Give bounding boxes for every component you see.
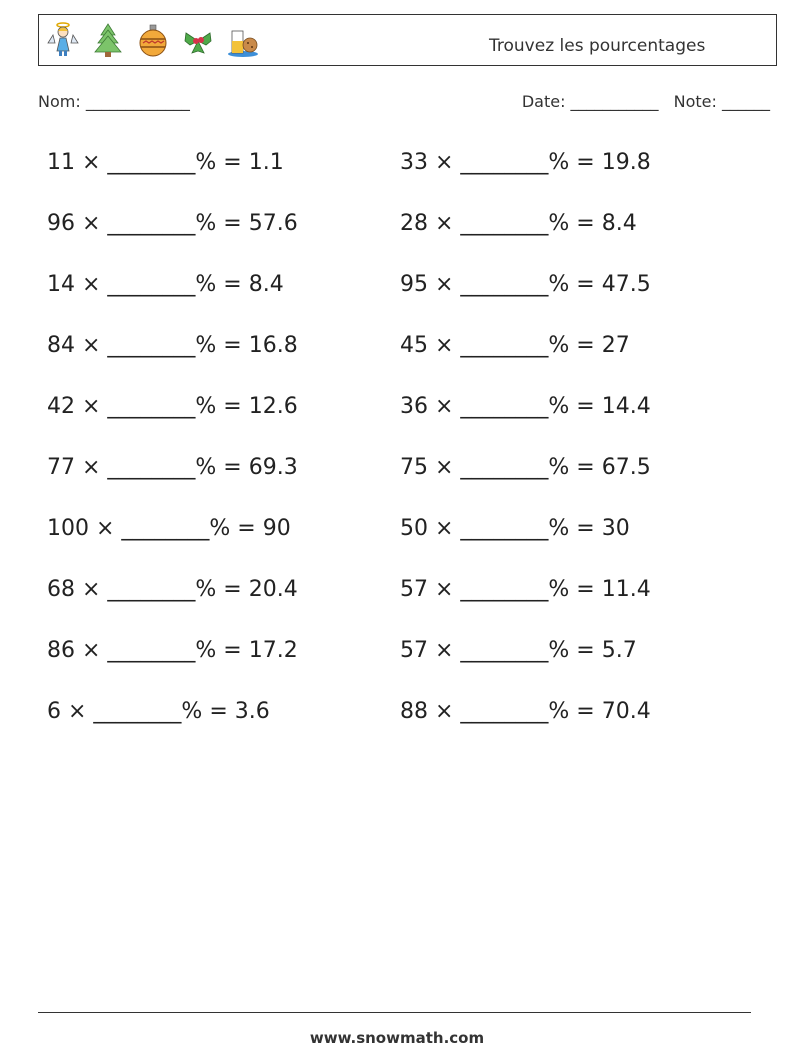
footer-divider [38, 1012, 751, 1013]
christmas-tree-icon [92, 21, 124, 59]
holly-icon [182, 21, 214, 59]
problem-item: 50 × ________% = 30 [400, 516, 630, 541]
footer-url: www.snowmath.com [309, 1029, 485, 1047]
worksheet-title: Trouvez les pourcentages [489, 36, 706, 56]
problem-item: 45 × ________% = 27 [400, 333, 630, 358]
problem-item: 75 × ________% = 67.5 [400, 455, 651, 480]
problem-item: 57 × ________% = 11.4 [400, 577, 651, 602]
header-icons [47, 21, 259, 59]
name-field: Nom: _____________ [38, 92, 190, 111]
date-field: Date: ___________ [521, 92, 659, 111]
problem-item: 86 × ________% = 17.2 [47, 638, 298, 663]
problem-item: 6 × ________% = 3.6 [47, 699, 270, 724]
problem-item: 36 × ________% = 14.4 [400, 394, 651, 419]
problem-item: 68 × ________% = 20.4 [47, 577, 298, 602]
ornament-ball-icon [137, 21, 169, 59]
problem-item: 28 × ________% = 8.4 [400, 211, 637, 236]
problem-item: 88 × ________% = 70.4 [400, 699, 651, 724]
date-and-grade-fields [522, 92, 770, 111]
grade-field: Note: ______ [673, 92, 770, 111]
problem-item: 100 × ________% = 90 [47, 516, 291, 541]
problem-item: 77 × ________% = 69.3 [47, 455, 298, 480]
problem-item: 96 × ________% = 57.6 [47, 211, 298, 236]
problem-item: 95 × ________% = 47.5 [400, 272, 651, 297]
problem-item: 11 × ________% = 1.1 [47, 150, 284, 175]
angel-icon [47, 21, 79, 59]
problem-item: 33 × ________% = 19.8 [400, 150, 651, 175]
problem-item: 42 × ________% = 12.6 [47, 394, 298, 419]
worksheet-header [38, 14, 777, 66]
milk-and-cookie-icon [227, 21, 259, 59]
problem-item: 57 × ________% = 5.7 [400, 638, 637, 663]
problem-item: 14 × ________% = 8.4 [47, 272, 284, 297]
problem-item: 84 × ________% = 16.8 [47, 333, 298, 358]
